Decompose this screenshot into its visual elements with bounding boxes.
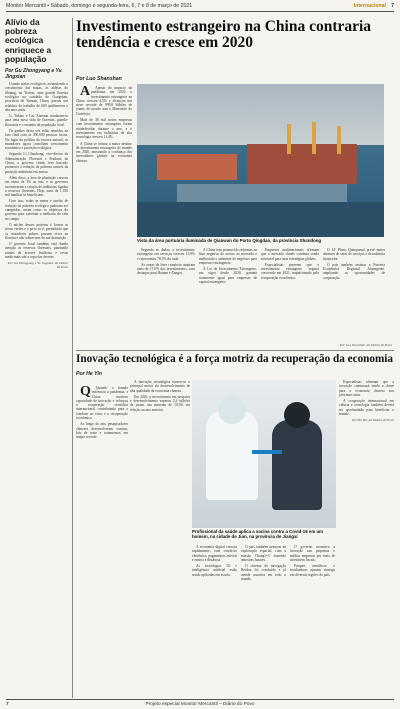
drop-cap: A (80, 84, 91, 99)
article2-column-4 (241, 545, 286, 583)
article1-column-2 (137, 248, 195, 278)
article1-byline: Por Luo Shanshan (76, 76, 122, 82)
paragraph: Mais de 38 mil novas empresas com investimento estrangeiro foram estabelecidas durante o ano, e o investimento em indústrias de alta tecnologia cresceu 11,4%. (76, 118, 132, 140)
paragraph: Além disso, a área de plantação cresceu em ritmo de 3% ao ano, e os governos incentivaram a criação de indústrias ligadas a recursos florestais. Hoje, mais de 1.100 mil famílias se beneficiam. (5, 175, 68, 198)
paragraph: O 14º Plano Quinquenal prevê maior abertura do setor de serviços e da indústria financeira. (323, 248, 385, 261)
article1-photo-caption: Vista da área portuária iluminada de Qianwan do Porto Qingdao, da província Shandong (137, 238, 322, 243)
dock (177, 184, 347, 202)
paragraph: Especialistas afirmam que a inovação continuará sendo a chave para a economia chinesa nos próximos anos. (339, 380, 394, 397)
paragraph: A China se tornou o maior destino de investimento estrangeiro do mundo em 2020, mostrando a confiança dos investidores globais na economia chinesa. (76, 141, 132, 163)
article1-credit: Por Luo Shanshan, do Diário do Povo (339, 343, 392, 347)
paragraph: Os ganhos dessa vez estão reunidos na fase final com as 390.000 pessoas locais. No lugar da política da reserva natural, os moradores agora conciliam crescimento econômico e proteção ecológica. (5, 128, 68, 151)
paragraph: A Lei de Investimento Estrangeiro, em vigor desde 2020, garante tratamento igual para empresas de capital estrangeiro. (199, 267, 257, 285)
port-photo (137, 84, 384, 237)
article2-credit: Por He Yin, do Diário do Povo (351, 418, 394, 423)
article1-header (76, 19, 394, 50)
paragraph: Segundo os dados, o investimento estrangeiro em serviços cresceu 13,9% e representou 78,5% do total. (137, 248, 195, 261)
header-page-number: 7 (391, 3, 394, 9)
article2-column-5 (290, 545, 335, 579)
paragraph: A economia digital cresceu rapidamente, com comércio eletrônico, pagamentos móveis e ensino a distância. (192, 545, 237, 562)
paragraph: Li Yabiao e Liu Xiaonan mudaram-se para uma nova vida de florestas, guarda-florestais e o sustento da população local. (5, 114, 68, 127)
article2-column-1 (76, 386, 128, 442)
paragraph (76, 86, 132, 116)
paragraph: Parques científicos e incubadoras apoiam startups em diversas regiões do país. (290, 564, 335, 577)
paragraph: Ao longo do ano, pesquisadores chineses desenvolveram vacinas, kits de teste e tratamentos em tempo recorde. (76, 422, 128, 440)
article2-column-3 (192, 545, 237, 579)
drop-cap: Q (80, 384, 91, 399)
article1-column-5 (323, 248, 385, 282)
article1-headline: Investimento estrangeiro na China contraria tendência e cresce em 2020 (76, 18, 372, 51)
column-divider (72, 18, 73, 698)
header-section: Internacional (353, 3, 386, 9)
paragraph: O país também assinou a Parceria Econômica Regional Abrangente, ampliando as oportunidades de cooperação. (323, 262, 385, 280)
article1-column-3 (199, 248, 257, 286)
article1-column-1 (76, 86, 132, 165)
paragraph: O núcleo desses projetos é 'tornar as terras verdes e o povo rico', permitindo que os moradores pobres possam viver na floresta e não sobreviver da sua destruição. (5, 222, 68, 240)
page-header (6, 2, 394, 12)
paragraph-text: Apesar do impacto da pandemia, em 2020, o investimento estrangeiro na China cresceu 4,5% e alcançou um novo recorde de 999,8 bilhões de yuans, de acordo com o Ministério do Comércio. (76, 86, 132, 116)
article2-headline: Inovação tecnológica é a força motriz da recuperação da economia (76, 353, 394, 365)
paragraph: O país também avançou na exploração espacial, com a missão Chang'e-5 trazendo amostras lunares. (241, 545, 286, 562)
sidebar-body (5, 82, 68, 259)
paragraph: O governo incentiva a inovação nas pequenas e médias empresas por meio de incentivos fiscais. (290, 545, 335, 562)
page-footer (6, 699, 394, 709)
paragraph: Usando meios ecológicos, estimulando o crescimento das matas, as aldeias do Shuang, na Yizhou, uma grande floresta ecológica no condado de Gongshan, província de Yunnan, China, passou um relatório de trabalho de 600 quilômetros e dez anos atrás. (5, 82, 68, 112)
paragraph: Com isso, todas as metas e tarefas de redução da pobreza ecológica puderam ser cumpridas, assim como os objetivos do governo para sustentar a melhoria da vida no campo. (5, 199, 68, 221)
patient (272, 420, 322, 510)
crane (287, 124, 291, 154)
footer-page-number: 7 (6, 702, 9, 707)
worker-face-shield (218, 396, 246, 424)
article2-column-6 (339, 380, 394, 423)
sidebar-article (5, 18, 68, 698)
crane (337, 126, 341, 154)
paragraph: O governo local também está dando atenção às reservas florestais, plantando mudas de árvores frutíferas e ervas medicinais sob a copa das árvores. (5, 242, 68, 259)
paragraph: A cooperação internacional em ciência e tecnologia também deverá ser aprofundada para beneficiar o mundo. (339, 399, 394, 417)
footer-text: Projeto especial Monitor Mercantil – Diário do Povo (145, 702, 255, 707)
paragraph (76, 386, 128, 420)
paragraph: Segundo Li Chunhong, vice-diretor da Administração Florestal e Pradaria da China, o governo chinês tem buscado promover a redução da pobreza através da proteção ambiental em massa. (5, 152, 68, 174)
container-stack (157, 154, 237, 180)
harbor-water (137, 202, 384, 237)
syringe (252, 450, 282, 454)
photo-sky (137, 84, 384, 153)
paragraph: O sistema de navegação Beidou foi concluído e já atende usuários em todo o mundo. (241, 564, 286, 582)
paragraph: Especialistas preveem que o investimento estrangeiro seguirá crescendo em 2021, impulsionado pela recuperação econômica. (261, 262, 319, 280)
sidebar-credit: Por Gu Zhongyang e Yu Jingxian, do Diário do Povo (7, 261, 68, 270)
crane (312, 122, 316, 154)
article1-column-4 (261, 248, 319, 282)
article2-column-2 (130, 380, 190, 414)
vaccination-photo (192, 380, 336, 528)
article2-byline: Por He Yin (76, 371, 102, 377)
paragraph-text: Quando o mundo enfrentou a pandemia, a China mostrou capacidade de inovação e reforçou a cooperação científica internacional, contribuindo para o combate ao vírus e a recuperação econômica. (76, 386, 128, 421)
paragraph: Em 2020, o investimento em pesquisa e desenvolvimento superou 2,4 trilhões de yuans, um aumento de 10,3% em relação ao ano anterior. (130, 394, 190, 412)
sidebar-byline: Por Gu Zhongyang e Yu Jingxian (5, 68, 62, 81)
paragraph: As zonas de livre comércio atraíram mais de 17,6% dos investimentos, com destaque para Hainan e Xangai. (137, 262, 195, 276)
header-publication-line: Monitor Mercantil ▪ Sábado, domingo e segunda-feira, 6, 7 e 8 de março de 2021 (6, 3, 193, 9)
paragraph: A China tem promovido reformas na lista negativa de acesso ao mercado e melhorado o ambiente de negócios para empresas estrangeiras. (199, 248, 257, 265)
section-divider (76, 350, 394, 351)
article2-photo-caption: Profissional da saúde aplica a vacina contra a Covid-19 em um homem, na cidade de Jian, na província de Jiangxi (192, 529, 324, 539)
patient-head (284, 402, 310, 428)
paragraph: A inovação tecnológica tornou-se o principal motor do desenvolvimento de alta qualidade da economia chinesa. (130, 380, 190, 393)
paragraph: Empresas multinacionais afirmam que o mercado chinês continua sendo essencial para suas estratégias globais. (261, 248, 319, 261)
sidebar-headline: Alívio da pobreza ecológica enriquece a população (5, 17, 52, 64)
paragraph: As tecnologias 5G e inteligência artificial estão sendo aplicadas em escala. (192, 564, 237, 577)
